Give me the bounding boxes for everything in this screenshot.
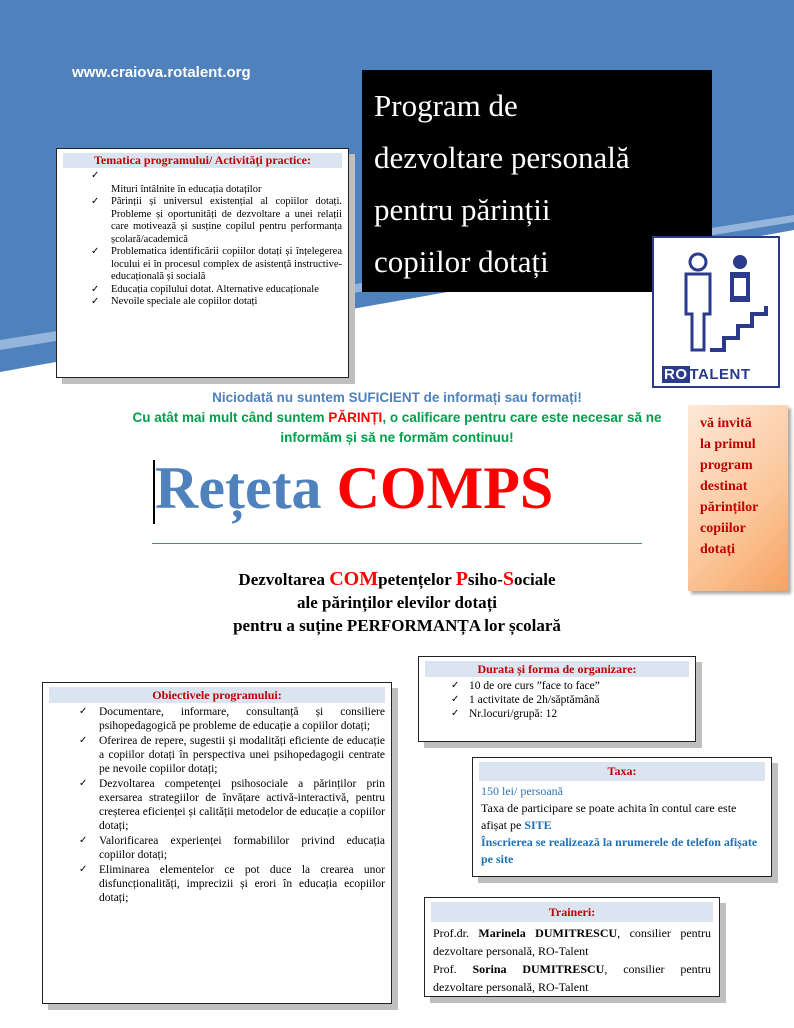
list-item (57, 296, 348, 309)
tematica-box (56, 148, 349, 378)
invite-line: destinat (700, 479, 748, 494)
tagline-line2-a: Cu atât mai mult când suntem (132, 410, 329, 425)
divider (152, 543, 642, 544)
durata-box (418, 656, 696, 742)
tagline-line1: Niciodată nu suntem SUFICIENT de informați sau formați! (212, 390, 582, 405)
logo-figures-icon (654, 238, 778, 368)
tematica-heading: Tematica programului/ Activități practice: (63, 153, 342, 168)
recipe-title (155, 448, 553, 528)
rotalent-logo (652, 236, 780, 388)
list-item (57, 170, 348, 184)
list-item (57, 184, 348, 197)
invite-line: părinților (700, 500, 759, 515)
subtitle-frag: Dezvoltarea (238, 570, 330, 589)
durata-heading: Durata și forma de organizare: (425, 661, 689, 677)
list-item (57, 196, 348, 246)
taxa-note: Înscrierea se realizează la nrumerele de telefon afișate pe site (481, 835, 758, 866)
list-item: ✓ 10 de ore curs ”face to face” (419, 679, 695, 693)
subtitle-frag: ociale (514, 570, 556, 589)
list-item: ✓ Documentare, informare, consultanță și consiliere psihopedagogică pe probleme de educație a copiilor dotați; (43, 705, 391, 733)
invite-line: copiilor (700, 521, 746, 536)
list-item-text: Mituri întâlnite în educația dotaților (111, 183, 262, 195)
tagline-parinti: PĂRINȚI (328, 410, 383, 425)
trainer-2 (425, 960, 719, 996)
invite-line: la primul (700, 437, 756, 452)
title-line: pentru părinții (374, 192, 551, 227)
tagline-line3: informăm și să ne formăm continuu! (280, 430, 514, 445)
list-item: ✓ 1 activitate de 2h/săptămână (419, 693, 695, 707)
durata-list (419, 679, 695, 721)
subtitle-frag: P (455, 568, 468, 590)
invite-line: dotați (700, 542, 735, 557)
list-item-text: Nevoile speciale ale copiilor dotați (111, 296, 258, 307)
invite-box (688, 405, 788, 591)
logo-text-rest: TALENT (689, 366, 751, 383)
obiective-heading: Obiectivele programului: (49, 687, 385, 703)
taxa-text-a: Taxa de participare se poate achita în contul care este afișat pe (481, 801, 737, 832)
list-item: ✓ Valorificarea experienței formabililor privind educația copiilor dotați; (43, 834, 391, 862)
trainer-2-name: Sorina DUMITRESCU (472, 962, 605, 976)
tagline-line2-c: , o calificare pentru care este necesar să ne (382, 410, 662, 425)
trainer-1-role: , consilier pentru dezvoltare personală, RO-Talent (433, 926, 711, 958)
subtitle-line2: ale părinților elevilor dotați (296, 593, 498, 612)
trainer-2-title: Prof. (433, 962, 473, 976)
taxa-box (472, 757, 772, 877)
title-line: Program de (374, 88, 518, 123)
logo-text-ro: RO (664, 366, 688, 383)
list-item: ✓ Dezvoltarea competenței psihosociale a părinților prin exersarea strategiilor de învățare activă-interactivă, pentru creșterea eficienței și calității metodelor de educație a copiilor dotați; (43, 777, 391, 833)
title-line: dezvoltare personală (374, 140, 630, 175)
site-url[interactable]: www.craiova.rotalent.org (72, 64, 251, 81)
trainer-1-name: Marinela DUMITRESCU (478, 926, 618, 940)
taxa-site-link[interactable]: SITE (524, 818, 552, 832)
tagline (0, 388, 794, 448)
list-item (57, 246, 348, 284)
list-item (57, 284, 348, 297)
invite-line: program (700, 458, 753, 473)
list-item-text: Educația copilului dotat. Alternative educaționale (111, 283, 319, 295)
taxa-heading: Taxa: (479, 762, 765, 781)
logo-text (662, 366, 751, 383)
subtitle-line1 (150, 568, 644, 591)
list-item: ✓ Oferirea de repere, sugestii și modalități eficiente de educație a copiilor dotați în perspectiva unei psihopedagogii centrate pe nevoile copiilor dotați; (43, 734, 391, 776)
subtitle (150, 568, 644, 637)
traineri-heading: Traineri: (431, 902, 713, 922)
recipe-title-part1: Rețeta (155, 455, 337, 521)
trainer-1 (425, 924, 719, 960)
tematica-list (57, 170, 348, 309)
obiective-list (43, 705, 391, 905)
recipe-title-comps: COMPS (336, 455, 554, 521)
obiective-box (42, 682, 392, 1004)
list-item: ✓ Eliminarea elementelor ce pot duce la crearea unor disfuncționalități, imprecizii și erori în educația ecopiilor dotați; (43, 863, 391, 905)
taxa-price: 150 lei/ persoană (481, 784, 563, 798)
invite-line: vă invită (700, 416, 752, 431)
trainer-2-role: , consilier pentru dezvoltare personală, RO-Talent (433, 962, 711, 994)
subtitle-frag: COM (329, 568, 379, 590)
subtitle-line3: pentru a suține PERFORMANȚA lor școlară (233, 616, 561, 635)
subtitle-frag: siho- (467, 570, 503, 589)
traineri-box (424, 897, 720, 997)
trainer-1-title: Prof.dr. (433, 926, 479, 940)
tagline-line2 (0, 408, 794, 428)
title-line: copiilor dotați (374, 244, 549, 279)
taxa-text (473, 800, 771, 834)
list-item-text: Părinții și universul existențial al copiilor dotați. Probleme și oportunități de dezvoltare a unei relații care motivează și susține copilul pentru performanța școlară/academică (111, 196, 342, 245)
list-item-text: Problematica identificării copiilor dotați și înțelegerea locului ei în procesul complex de asistență instructive-educațională și socială (111, 246, 342, 282)
subtitle-frag: S (502, 568, 515, 590)
list-item: ✓ Nr.locuri/grupă: 12 (419, 707, 695, 721)
subtitle-frag: petențelor (378, 570, 456, 589)
